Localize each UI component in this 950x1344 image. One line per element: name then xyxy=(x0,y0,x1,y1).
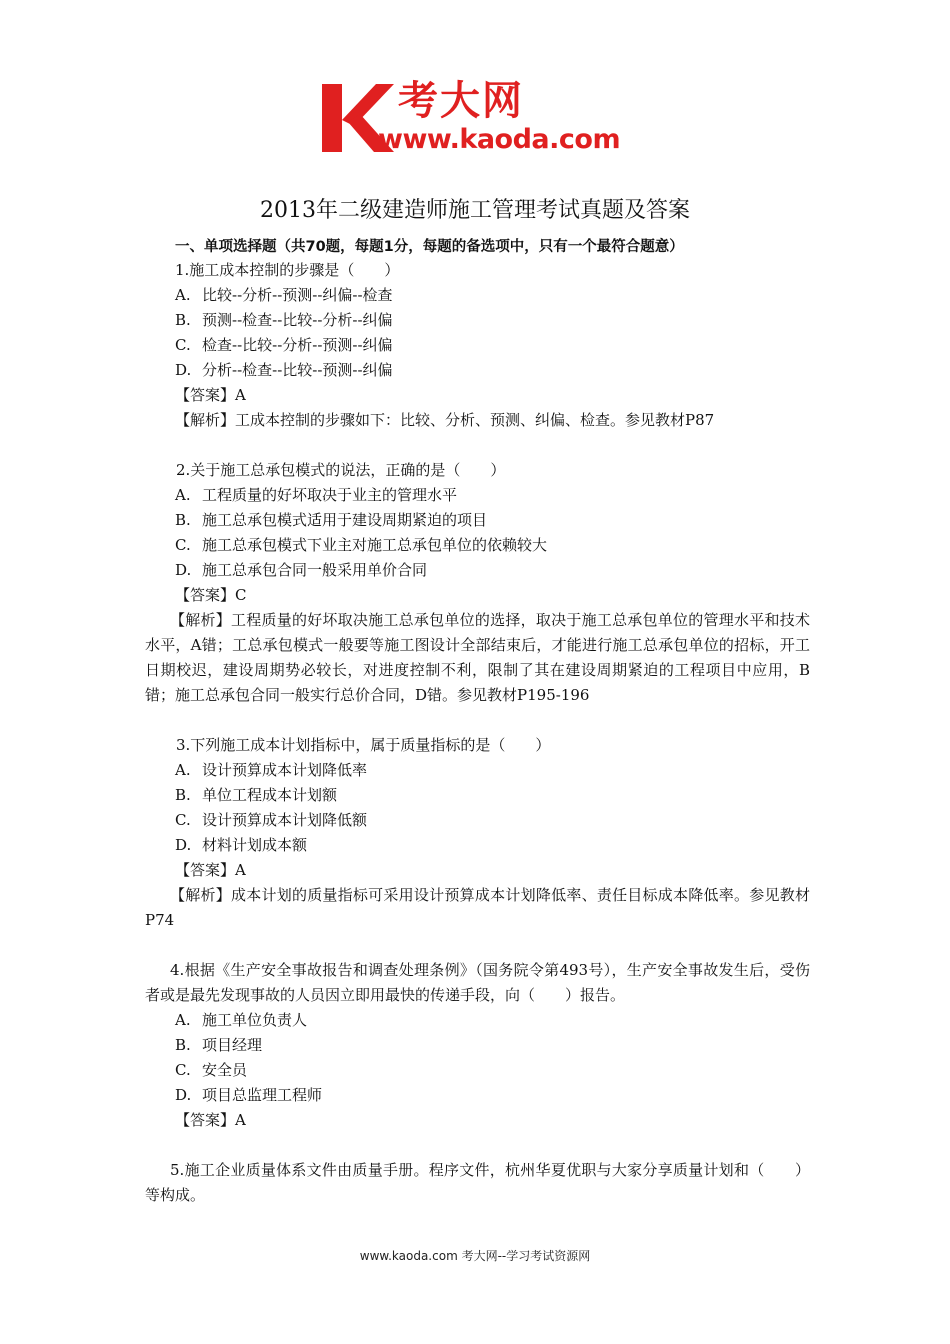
option-letter: B. xyxy=(175,1036,191,1054)
option-letter: C. xyxy=(175,811,191,829)
option-text: 检查--比较--分析--预测--纠偏 xyxy=(202,336,393,354)
question-list xyxy=(145,258,810,1208)
section-heading: 一、单项选择题（共70题，每题1分，每题的备选项中，只有一个最符合题意） xyxy=(175,239,684,255)
option-item xyxy=(145,483,810,508)
option-item xyxy=(145,308,810,333)
option-text: 安全员 xyxy=(202,1061,248,1079)
option-item xyxy=(145,508,810,533)
option-item xyxy=(145,758,810,783)
option-text: 项目总监理工程师 xyxy=(202,1086,323,1104)
option-letter: C. xyxy=(175,336,191,354)
answer: 【答案】A xyxy=(175,386,246,404)
question-stem: 1.施工成本控制的步骤是（ ） xyxy=(175,261,400,279)
answer: 【答案】A xyxy=(175,861,246,879)
logo-chinese-name: 考大网 xyxy=(398,78,524,124)
option-item xyxy=(145,283,810,308)
option-text: 分析--检查--比较--预测--纠偏 xyxy=(202,361,393,379)
option-letter: A. xyxy=(175,486,191,504)
option-letter: D. xyxy=(175,561,192,579)
option-text: 比较--分析--预测--纠偏--检查 xyxy=(202,286,393,304)
option-item xyxy=(145,1083,810,1108)
question-stem: 4.根据《生产安全事故报告和调查处理条例》（国务院令第493号），生产安全事故发生后，受伤者或是最先发现事故的人员因立即用最快的传递手段，向（ ）报告。 xyxy=(145,961,810,1004)
option-text: 施工总承包合同一般采用单价合同 xyxy=(202,561,428,579)
question-stem: 2.关于施工总承包模式的说法，正确的是（ ） xyxy=(176,461,506,479)
option-letter: D. xyxy=(175,836,192,854)
option-letter: D. xyxy=(175,361,192,379)
answer: 【答案】A xyxy=(175,1111,246,1129)
option-item xyxy=(145,333,810,358)
option-text: 施工总承包模式适用于建设周期紧迫的项目 xyxy=(202,511,488,529)
option-text: 项目经理 xyxy=(202,1036,263,1054)
option-item xyxy=(145,1058,810,1083)
option-item xyxy=(145,558,810,583)
page-title: 2013年二级建造师施工管理考试真题及答案 xyxy=(260,198,690,223)
option-letter: B. xyxy=(175,786,191,804)
option-letter: A. xyxy=(175,1011,191,1029)
option-text: 施工总承包模式下业主对施工总承包单位的依赖较大 xyxy=(202,536,548,554)
option-text: 预测--检查--比较--分析--纠偏 xyxy=(202,311,393,329)
option-item xyxy=(145,1008,810,1033)
analysis: 【解析】工程质量的好坏取决施工总承包单位的选择，取决于施工总承包单位的管理水平和技术水平，A错；工总承包模式一般要等施工图设计全部结束后，才能进行施工总承包单位的招标，开工日期校迟，建设周期势必较长，对进度控制不利，限制了其在建设周期紧迫的工程项目中应用，B错；施工总承包合同一般实行总价合同，D错。参见教材P195-196 xyxy=(145,611,810,704)
option-letter: D. xyxy=(175,1086,192,1104)
page-footer: www.kaoda.com 考大网--学习考试资源网 xyxy=(359,1249,591,1263)
kaoda-logo xyxy=(318,80,640,158)
option-item xyxy=(145,1033,810,1058)
option-text: 设计预算成本计划降低率 xyxy=(202,761,368,779)
option-letter: A. xyxy=(175,761,191,779)
question-stem: 5.施工企业质量体系文件由质量手册。程序文件，杭州华夏优职与大家分享质量计划和（ ）等构成。 xyxy=(145,1161,810,1204)
option-text: 施工单位负责人 xyxy=(202,1011,308,1029)
option-text: 材料计划成本额 xyxy=(202,836,308,854)
option-letter: B. xyxy=(175,311,191,329)
question-stem: 3.下列施工成本计划指标中，属于质量指标的是（ ） xyxy=(176,736,551,754)
logo-url: www.kaoda.com xyxy=(378,124,621,155)
option-letter: C. xyxy=(175,536,191,554)
option-item xyxy=(145,533,810,558)
option-text: 单位工程成本计划额 xyxy=(202,786,338,804)
option-letter: C. xyxy=(175,1061,191,1079)
option-item xyxy=(145,358,810,383)
analysis: 【解析】成本计划的质量指标可采用设计预算成本计划降低率、责任目标成本降低率。参见教材P74 xyxy=(145,886,810,929)
option-letter: A. xyxy=(175,286,191,304)
option-text: 工程质量的好坏取决于业主的管理水平 xyxy=(202,486,458,504)
option-text: 设计预算成本计划降低额 xyxy=(202,811,368,829)
option-item xyxy=(145,808,810,833)
option-item xyxy=(145,833,810,858)
analysis: 【解析】工成本控制的步骤如下：比较、分析、预测、纠偏、检查。参见教材P87 xyxy=(175,411,715,429)
answer: 【答案】C xyxy=(175,586,247,604)
option-letter: B. xyxy=(175,511,191,529)
option-item xyxy=(145,783,810,808)
